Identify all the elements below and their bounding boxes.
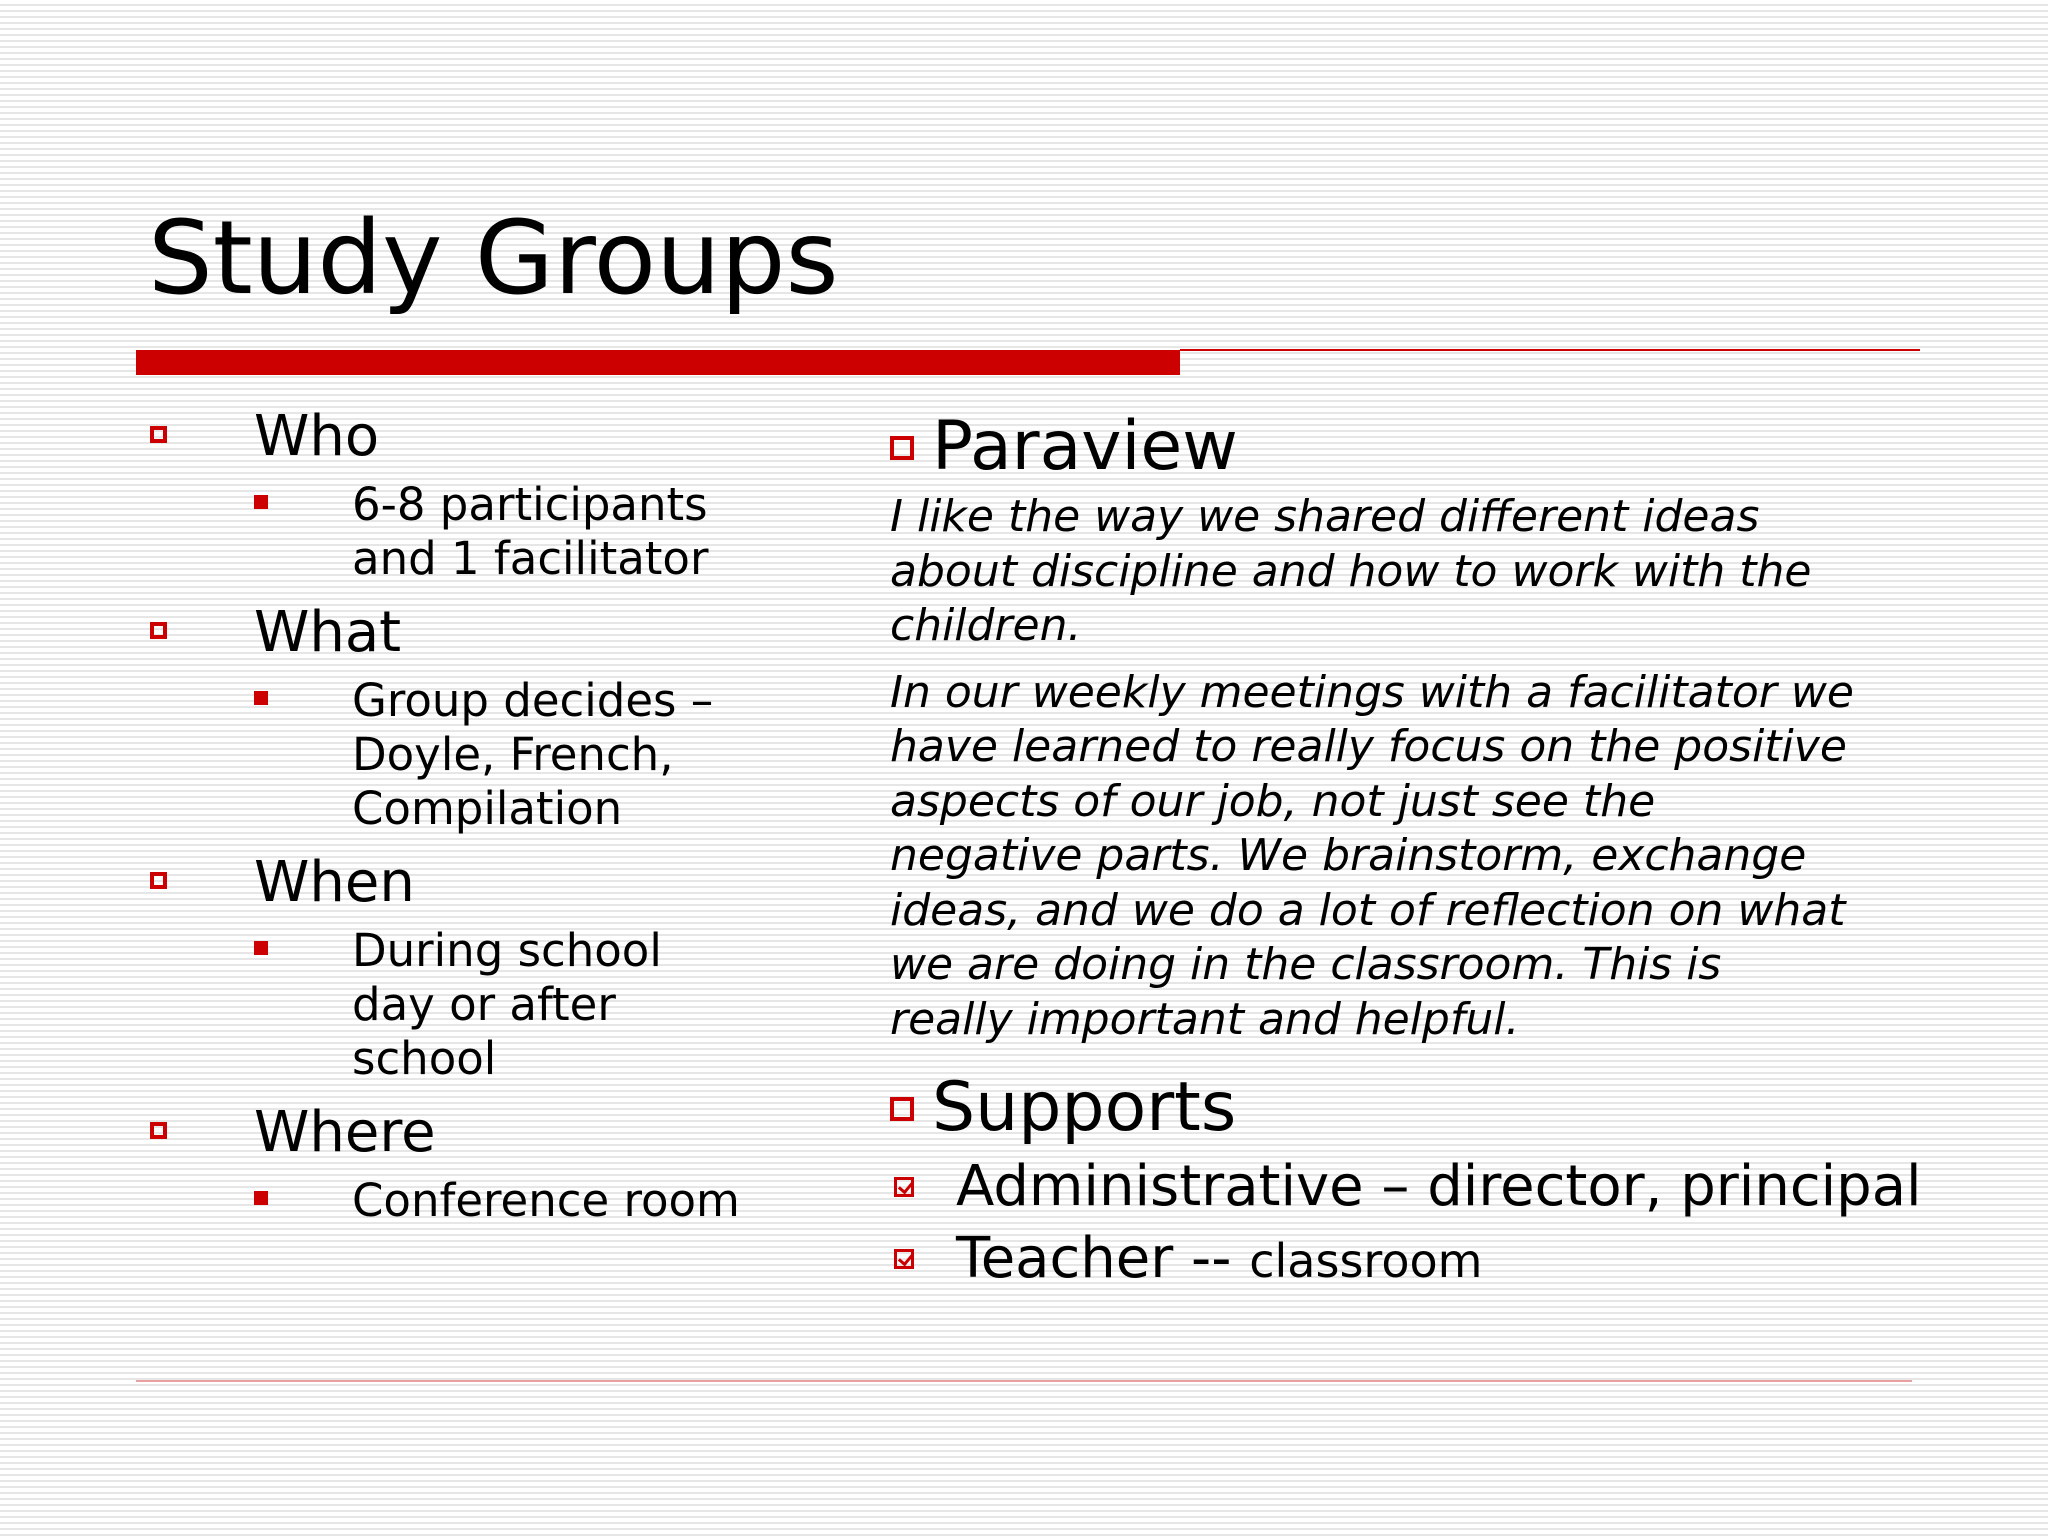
paraview-heading-text: Paraview	[932, 407, 1238, 486]
filled-square-icon	[254, 495, 268, 509]
heading-what: What	[254, 600, 402, 665]
item-where	[150, 1100, 790, 1166]
sub-line: During school	[352, 924, 662, 977]
quote-line: children.	[890, 600, 1082, 651]
paraview-quote-1	[890, 490, 1930, 654]
support-item-text: Teacher --	[956, 1226, 1250, 1291]
heading-when: When	[254, 850, 415, 915]
hollow-square-icon	[890, 436, 914, 460]
quote-line: negative parts. We brainstorm, exchange	[890, 830, 1807, 881]
paraview-heading	[890, 404, 1930, 490]
heading-who: Who	[254, 404, 380, 469]
item-who	[150, 404, 790, 470]
sub-line: Compilation	[352, 782, 623, 835]
supports-heading-text: Supports	[932, 1068, 1237, 1147]
sub-line: and 1 facilitator	[352, 532, 709, 585]
support-item-administrative	[890, 1151, 1930, 1223]
filled-square-icon	[254, 941, 268, 955]
paraview-quote-2	[890, 666, 1930, 1048]
sub-when	[150, 924, 790, 1086]
sub-line: school	[352, 1032, 497, 1085]
sub-line: Group decides –	[352, 674, 714, 727]
checkbox-icon	[894, 1249, 914, 1269]
quote-line: we are doing in the classroom. This is	[890, 939, 1722, 990]
quote-line: aspects of our job, not just see the	[890, 775, 1656, 827]
hollow-square-icon	[150, 1122, 167, 1139]
sub-where	[150, 1174, 790, 1228]
title-underline-thin	[1180, 349, 1920, 351]
hollow-square-icon	[150, 426, 167, 443]
sub-what	[150, 674, 790, 836]
heading-where: Where	[254, 1100, 436, 1165]
hollow-square-icon	[150, 622, 167, 639]
footer-rule	[136, 1380, 1912, 1382]
filled-square-icon	[254, 1191, 268, 1205]
support-item-teacher	[890, 1223, 1930, 1297]
item-what	[150, 600, 790, 666]
right-column	[890, 404, 1930, 1297]
quote-line: In our weekly meetings with a facilitator we	[890, 666, 1854, 718]
item-when	[150, 850, 790, 916]
slide-title: Study Groups	[148, 199, 839, 318]
hollow-square-icon	[890, 1097, 914, 1121]
filled-square-icon	[254, 691, 268, 705]
quote-line: about discipline and how to work with the	[890, 545, 1812, 597]
left-column	[150, 404, 790, 1228]
support-item-text: Administrative – director, principal	[956, 1154, 1922, 1219]
supports-heading	[890, 1065, 1930, 1151]
sub-line: Conference room	[352, 1174, 740, 1227]
sub-line: day or after	[352, 978, 616, 1031]
support-item-detail: classroom	[1249, 1234, 1483, 1288]
sub-line: Doyle, French,	[352, 728, 674, 781]
quote-line: have learned to really focus on the positive	[890, 721, 1847, 772]
quote-line: really important and helpful.	[890, 993, 1520, 1045]
quote-line: ideas, and we do a lot of reflection on what	[890, 884, 1846, 936]
sub-line: 6-8 participants	[352, 478, 708, 531]
quote-line: I like the way we shared different ideas	[890, 491, 1760, 542]
sub-who	[150, 478, 790, 586]
checkbox-icon	[894, 1177, 914, 1197]
hollow-square-icon	[150, 872, 167, 889]
title-underline-thick	[136, 350, 1180, 375]
